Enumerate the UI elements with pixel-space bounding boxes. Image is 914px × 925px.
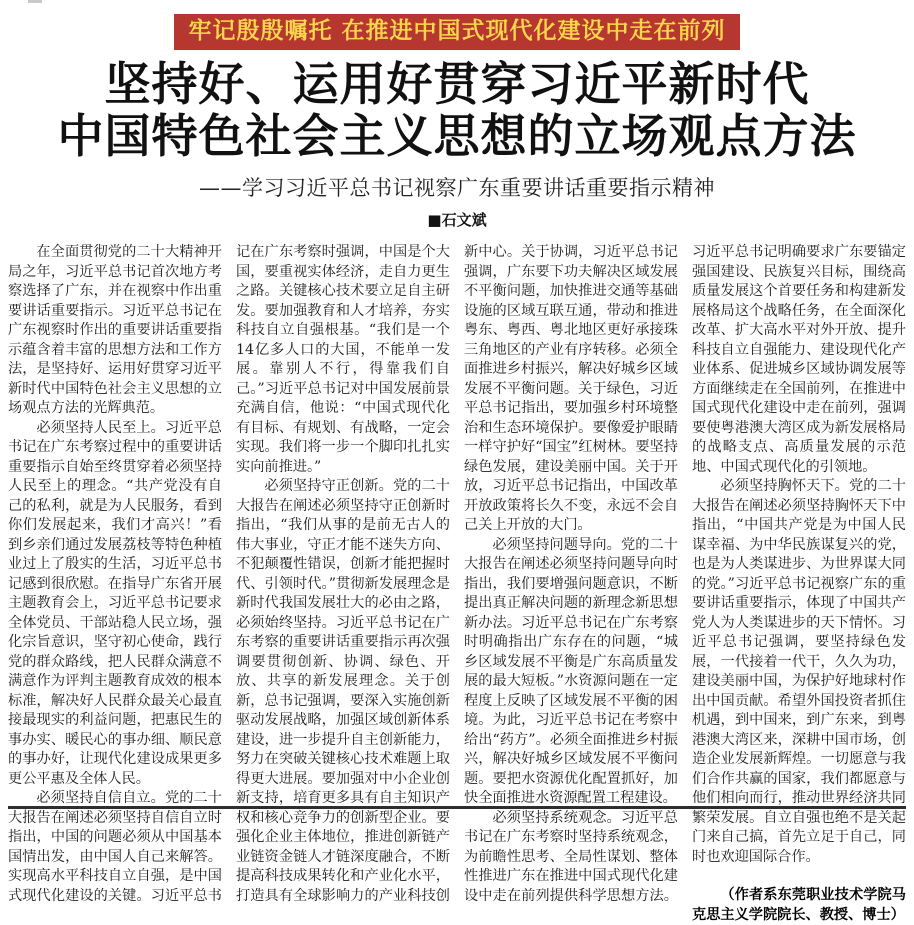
paragraph: 必须坚持自信自立。党的二十大报告在阐述必须坚持自信自立时指出，中国的问题必须从中国基本国情出发，由中国人自己来解答。实现高水平科技自立自强，是中国式现代化建设的关键。习近平总书记在广东考察时强调，中国是个大国，要重视实体经济，走自力更生之路。关键核心技术要立足自主研发。要加强教育和人才培养，夯实科技自立自强根基。“我们是一个14亿多人口的大国，不能单一发展。靠别人不行，得靠我们自己。”习近平总书记对中国发展前景充满自信，他说：“中国式现代化有目标、有规划、有战略，一定会实现。我们将一步一个脚印扎扎实实向前推进。” (8, 244, 450, 904)
paragraph: 在全面贯彻党的二十大精神开局之年，习近平总书记首次地方考察选择了广东，并在视察中作出重要讲话重要指示。习近平总书记在广东视察时作出的重要讲话重要指示蕴含着丰富的思想方法和工作方法，是坚持好、运用好贯穿习近平新时代中国特色社会主义思想的立场观点方法的光辉典范。 (8, 244, 222, 416)
theme-banner: 牢记殷殷嘱托 在推进中国式现代化建设中走在前列 (174, 14, 739, 50)
article-subtitle: ——学习习近平总书记视察广东重要讲话重要指示精神 (199, 176, 715, 200)
print-artifact (28, 0, 42, 3)
paragraph: 必须坚持问题导向。党的二十大报告在阐述必须坚持问题导向时指出，我们要增强问题意识，不断提出真正解决问题的新理念新思想新办法。习近平总书记在广东考察时明确指出广东存在的问题，“城乡区域发展不平衡是广东高质量发展的最大短板。”水资源问题在一定程度上反映了区域发展不平衡的困境。为此，习近平总书记在考察中给出“药方”。必须全面推进乡村振兴，解决好城乡区域发展不平衡问题。要把水资源优化配置抓好，加快全面推进水资源配置工程建设。 (464, 536, 678, 806)
bottom-rule (8, 806, 906, 809)
paragraph: 必须坚持系统观念。习近平总书记在广东考察时坚持系统观念，为前瞻性思考、全局性谋划、整体性推进广东在推进中国式现代化建设中走在前列提供科学思想方法。习近平总书记明确要求广东要锚定强国建设、民族复兴目标，围绕高质量发展这个首要任务和构建新发展格局这个战略任务，在全面深化改革、扩大高水平对外开放、提升科技自立自强能力、建设现代化产业体系、促进城乡区域协调发展等方面继续走在全国前列，在推进中国式现代化建设中走在前列，强调要使粤港澳大湾区成为新发展格局的战略支点、高质量发展的示范地、中国式现代化的引领地。 (464, 244, 906, 904)
author-byline: ■石文斌 (427, 211, 487, 229)
banner-row (8, 0, 906, 50)
paragraph: 必须坚持胸怀天下。党的二十大报告在阐述必须坚持胸怀天下中指出，“中国共产党是为中国人民谋幸福、为中华民族谋复兴的党，也是为人类谋进步、为世界谋大同的党。”习近平总书记视察广东的重要讲话重要指示，体现了中国共产党人为人类谋进步的天下情怀。习近平总书记强调，要坚持绿色发展，一代接着一代干，久久为功，建设美丽中国，为保护好地球村作出中国贡献。希望外国投资者抓住机遇，到中国来，到广东来，到粤港澳大湾区来，深耕中国市场，创造企业发展新辉煌。一切愿意与我们合作共赢的国家，我们都愿意与他们相向而行，推动世界经济共同繁荣发展。自立自强也绝不是关起门来自己搞，首先立足于自己，同时也欢迎国际合作。 (692, 478, 906, 865)
attribution: （作者系东莞职业技术学院马克思主义学院院长、教授、博士） (692, 887, 906, 923)
article-body (8, 243, 906, 925)
paragraph: 必须坚持守正创新。党的二十大报告在阐述必须坚持守正创新时指出，“我们从事的是前无古人的伟大事业，守正才能不迷失方向、不犯颠覆性错误，创新才能把握时代、引领时代。”贯彻新发展理念是新时代我国发展壮大的必由之路，必须始终坚持。习近平总书记在广东考察的重要讲话重要指示再次强调要贯彻创新、协调、绿色、开放、共享的新发展理念。关于创新，总书记强调，要深入实施创新驱动发展战略，加强区域创新体系建设，进一步提升自主创新能力，努力在突破关键核心技术难题上取得更大进展。要加强对中小企业创新支持，培育更多具有自主知识产权和核心竞争力的创新型企业。要强化企业主体地位，推进创新链产业链资金链人才链深度融合，不断提高科技成果转化和产业化水平，打造具有全球影响力的产业科技创新中心。关于协调，习近平总书记强调，广东要下功夫解决区域发展不平衡问题，加快推进交通等基础设施的区域互联互通，带动和推进粤东、粤西、粤北地区更好承接珠三角地区的产业有序转移。必须全面推进乡村振兴，解决好城乡区域发展不平衡问题。关于绿色，习近平总书记指出，要加强乡村环境整治和生态环境保护。要像爱护眼睛一样守护好“国宝”红树林。要坚持绿色发展，建设美丽中国。关于开放，习近平总书记指出，中国改革开放政策将长久不变，永远不会自己关上开放的大门。 (236, 244, 678, 904)
article-headline (8, 58, 906, 162)
paragraph: 必须坚持人民至上。习近平总书记在广东考察过程中的重要讲话重要指示自始至终贯穿着必须坚持人民至上的理念。“共产党没有自己的私利，就是为人民服务，看到你们发展起来，我们才高兴！”看到乡亲们通过发展荔枝等特色种植业过上了殷实的生活，习近平总书记感到很欣慰。在指导广东省开展主题教育会上，习近平总书记要求全体党员、干部站稳人民立场，强化宗旨意识，坚守初心使命，践行党的群众路线，把人民群众满意不满意作为评判主题教育成效的根本标准，解决好人民群众最关心最直接最现实的利益问题，把惠民生的事办实、暖民心的事办细、顺民意的事办好，让现代化建设成果更多更公平惠及全体人民。 (8, 419, 222, 787)
headline-line-1: 坚持好、运用好贯穿习近平新时代 (104, 57, 810, 111)
headline-line-2: 中国特色社会主义思想的立场观点方法 (57, 109, 857, 163)
